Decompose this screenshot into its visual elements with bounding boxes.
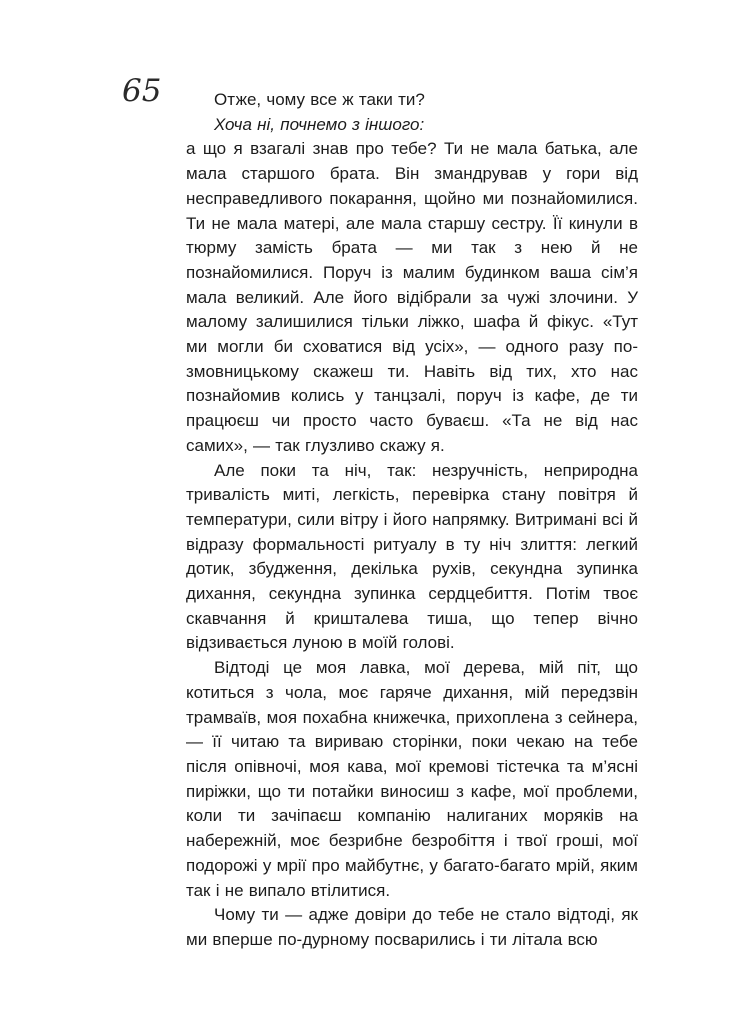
paragraph-body-3: Відтоді це моя лавка, мої дерева, мій піт, що котиться з чола, моє гаряче дихання, мій передзвін трамваїв, моя похабна книжечка, прихоплена з сейнера, — її читаю та вириваю сторінки, поки чекаю на тебе після опівночі, моя кава, мої кремові тістечка та м’ясні пиріжки, що ти потайки виносиш з кафе, мої проблеми, коли ти зачіпаєш компанію налиганих моряків на набережній, моє безрибне безробіття і твої гроші, мої подорожі у мрії про майбутнє, у багато-багато мрій, яким так і не випало втілитися.	[186, 658, 638, 900]
paragraph-italic-lead: Хоча ні, почнемо з іншого:	[214, 114, 425, 134]
paragraph-body-2: Але поки та ніч, так: незручність, неприродна тривалість миті, легкість, перевірка стану повітря й температури, сили вітру і його напрямку. Витримані всі й відразу формальності ритуалу в ту ніч злиття: легкий дотик, збудження, декілька рухів, секундна зупинка дихання, секундна зупинка сердцебиття. Потім твоє скавчання й кришталева тиша, що тепер вічно відзивається луною в моїй голові.	[186, 460, 638, 653]
paragraph-opening-question: Отже, чому все ж таки ти?	[214, 90, 425, 109]
page-number: 65	[122, 73, 162, 109]
paragraph-body-1: а що я взагалі знав про тебе? Ти не мала батька, але мала старшого брата. Він змандрував у гори від несправедливого покарання, щойно ми познайомилися. Ти не мала матері, але мала старшу сестру. Її кинули в тюрму замість брата — ми так з нею й не познайомилися. Поруч із малим будинком ваша сім’я мала великий. Але його відібрали за чужі злочини. У малому залишилися тільки ліжко, шафа й фікус. «Тут ми могли би сховатися від усіх», — одного разу по-змовницькому скажеш ти. Навіть від тих, хто нас познайомив колись у танцзалі, поруч із кафе, де ти працюєш чи просто часто буваєш. «Та не від нас самих», — так глузливо скажу я.	[186, 139, 638, 455]
paragraph-body-4: Чому ти — адже довіри до тебе не стало відтоді, як ми вперше по-дурному посварились і ти літала всю	[186, 905, 638, 949]
text-block	[186, 88, 638, 953]
